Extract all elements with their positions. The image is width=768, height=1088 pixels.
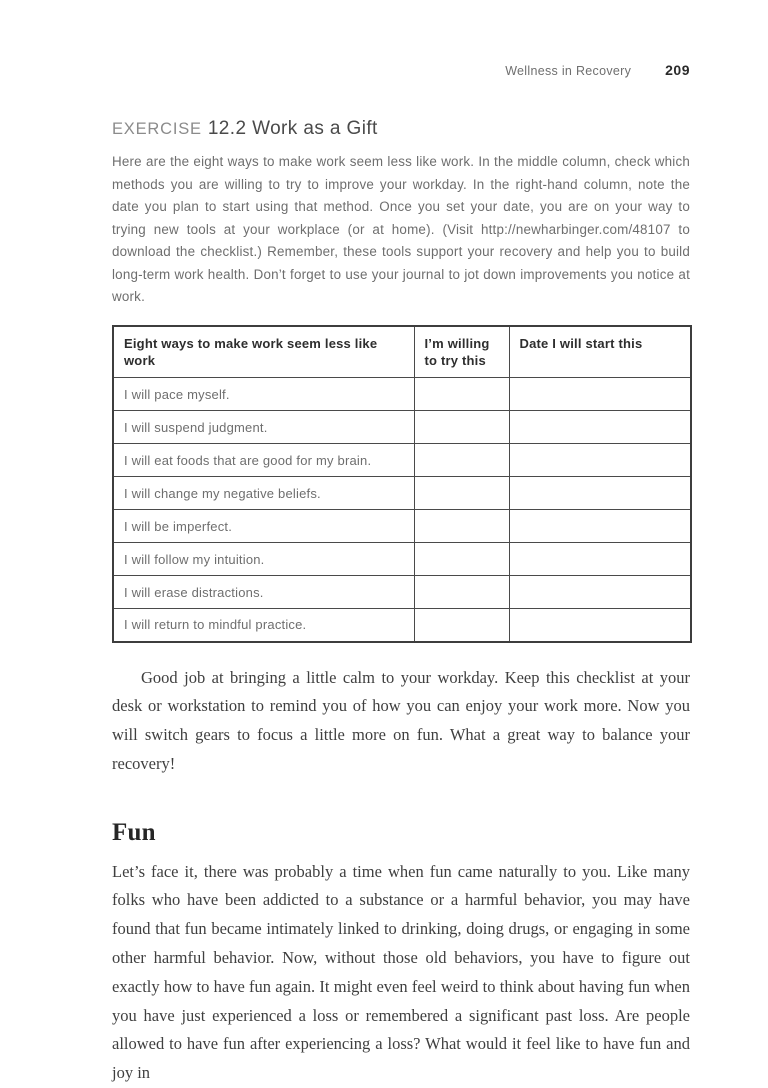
table-row [113, 576, 691, 609]
method-cell: I will return to mindful practice. [113, 609, 414, 642]
method-cell: I will erase distractions. [113, 576, 414, 609]
willing-check-cell [414, 444, 509, 477]
exercise-intro-paragraph: Here are the eight ways to make work seem less like work. In the middle column, check which methods you are willing to try to improve your workday. In the right-hand column, note the date you plan to start using that method. Once you set your date, you are on your way to trying new tools at your workplace (or at home). (Visit http://newharbinger.com/48107 to download the checklist.) Remember, these tools support your recovery and help you to build long-term work health. Don’t forget to use your journal to jot down improvements you notice at work. [112, 154, 690, 304]
column-header-date: Date I will start this [509, 326, 691, 378]
start-date-cell [509, 543, 691, 576]
running-head-title: Wellness in Recovery [505, 64, 632, 78]
willing-check-cell [414, 576, 509, 609]
start-date-cell [509, 378, 691, 411]
willing-check-cell [414, 609, 509, 642]
exercise-heading [112, 118, 690, 140]
exercise-title: 12.2 Work as a Gift [207, 118, 378, 139]
table-row [113, 477, 691, 510]
table-row [113, 411, 691, 444]
column-header-methods: Eight ways to make work seem less like work [113, 326, 414, 378]
start-date-cell [509, 510, 691, 543]
page-number: 209 [665, 62, 690, 78]
column-header-willing: I’m willing to try this [414, 326, 509, 378]
running-head [112, 62, 690, 78]
willing-check-cell [414, 510, 509, 543]
checklist-table [112, 325, 692, 643]
checklist-table-body [113, 378, 691, 642]
willing-check-cell [414, 477, 509, 510]
table-row [113, 609, 691, 642]
fun-section-heading: Fun [112, 818, 156, 846]
checklist-table-header [113, 326, 691, 378]
fun-section-paragraph: Let’s face it, there was probably a time when fun came naturally to you. Like many folks who have been addicted to a substance or a harmful behavior, you may have found that fun became intimately linked to drinking, doing drugs, or engaging in some other harmful behavior. Now, without those old behaviors, you have to figure out exactly how to have fun again. It might even feel weird to think about having fun when you have just experienced a loss or remembered a significant past loss. Are people allowed to have fun after experiencing a loss? What would it feel like to have fun and joy in [112, 861, 690, 1083]
table-row [113, 510, 691, 543]
closing-paragraph: Good job at bringing a little calm to your workday. Keep this checklist at your desk or workstation to remind you of how you can enjoy your work more. Now you will switch gears to focus a little more on fun. What a great way to balance your recovery! [112, 667, 690, 773]
willing-check-cell [414, 411, 509, 444]
start-date-cell [509, 411, 691, 444]
willing-check-cell [414, 378, 509, 411]
method-cell: I will pace myself. [113, 378, 414, 411]
start-date-cell [509, 576, 691, 609]
exercise-label: EXERCISE [112, 120, 202, 138]
header-row [113, 326, 691, 378]
table-row [113, 543, 691, 576]
method-cell: I will follow my intuition. [113, 543, 414, 576]
method-cell: I will change my negative beliefs. [113, 477, 414, 510]
willing-check-cell [414, 543, 509, 576]
start-date-cell [509, 477, 691, 510]
table-row [113, 378, 691, 411]
method-cell: I will eat foods that are good for my brain. [113, 444, 414, 477]
table-row [113, 444, 691, 477]
start-date-cell [509, 609, 691, 642]
start-date-cell [509, 444, 691, 477]
method-cell: I will be imperfect. [113, 510, 414, 543]
method-cell: I will suspend judgment. [113, 411, 414, 444]
